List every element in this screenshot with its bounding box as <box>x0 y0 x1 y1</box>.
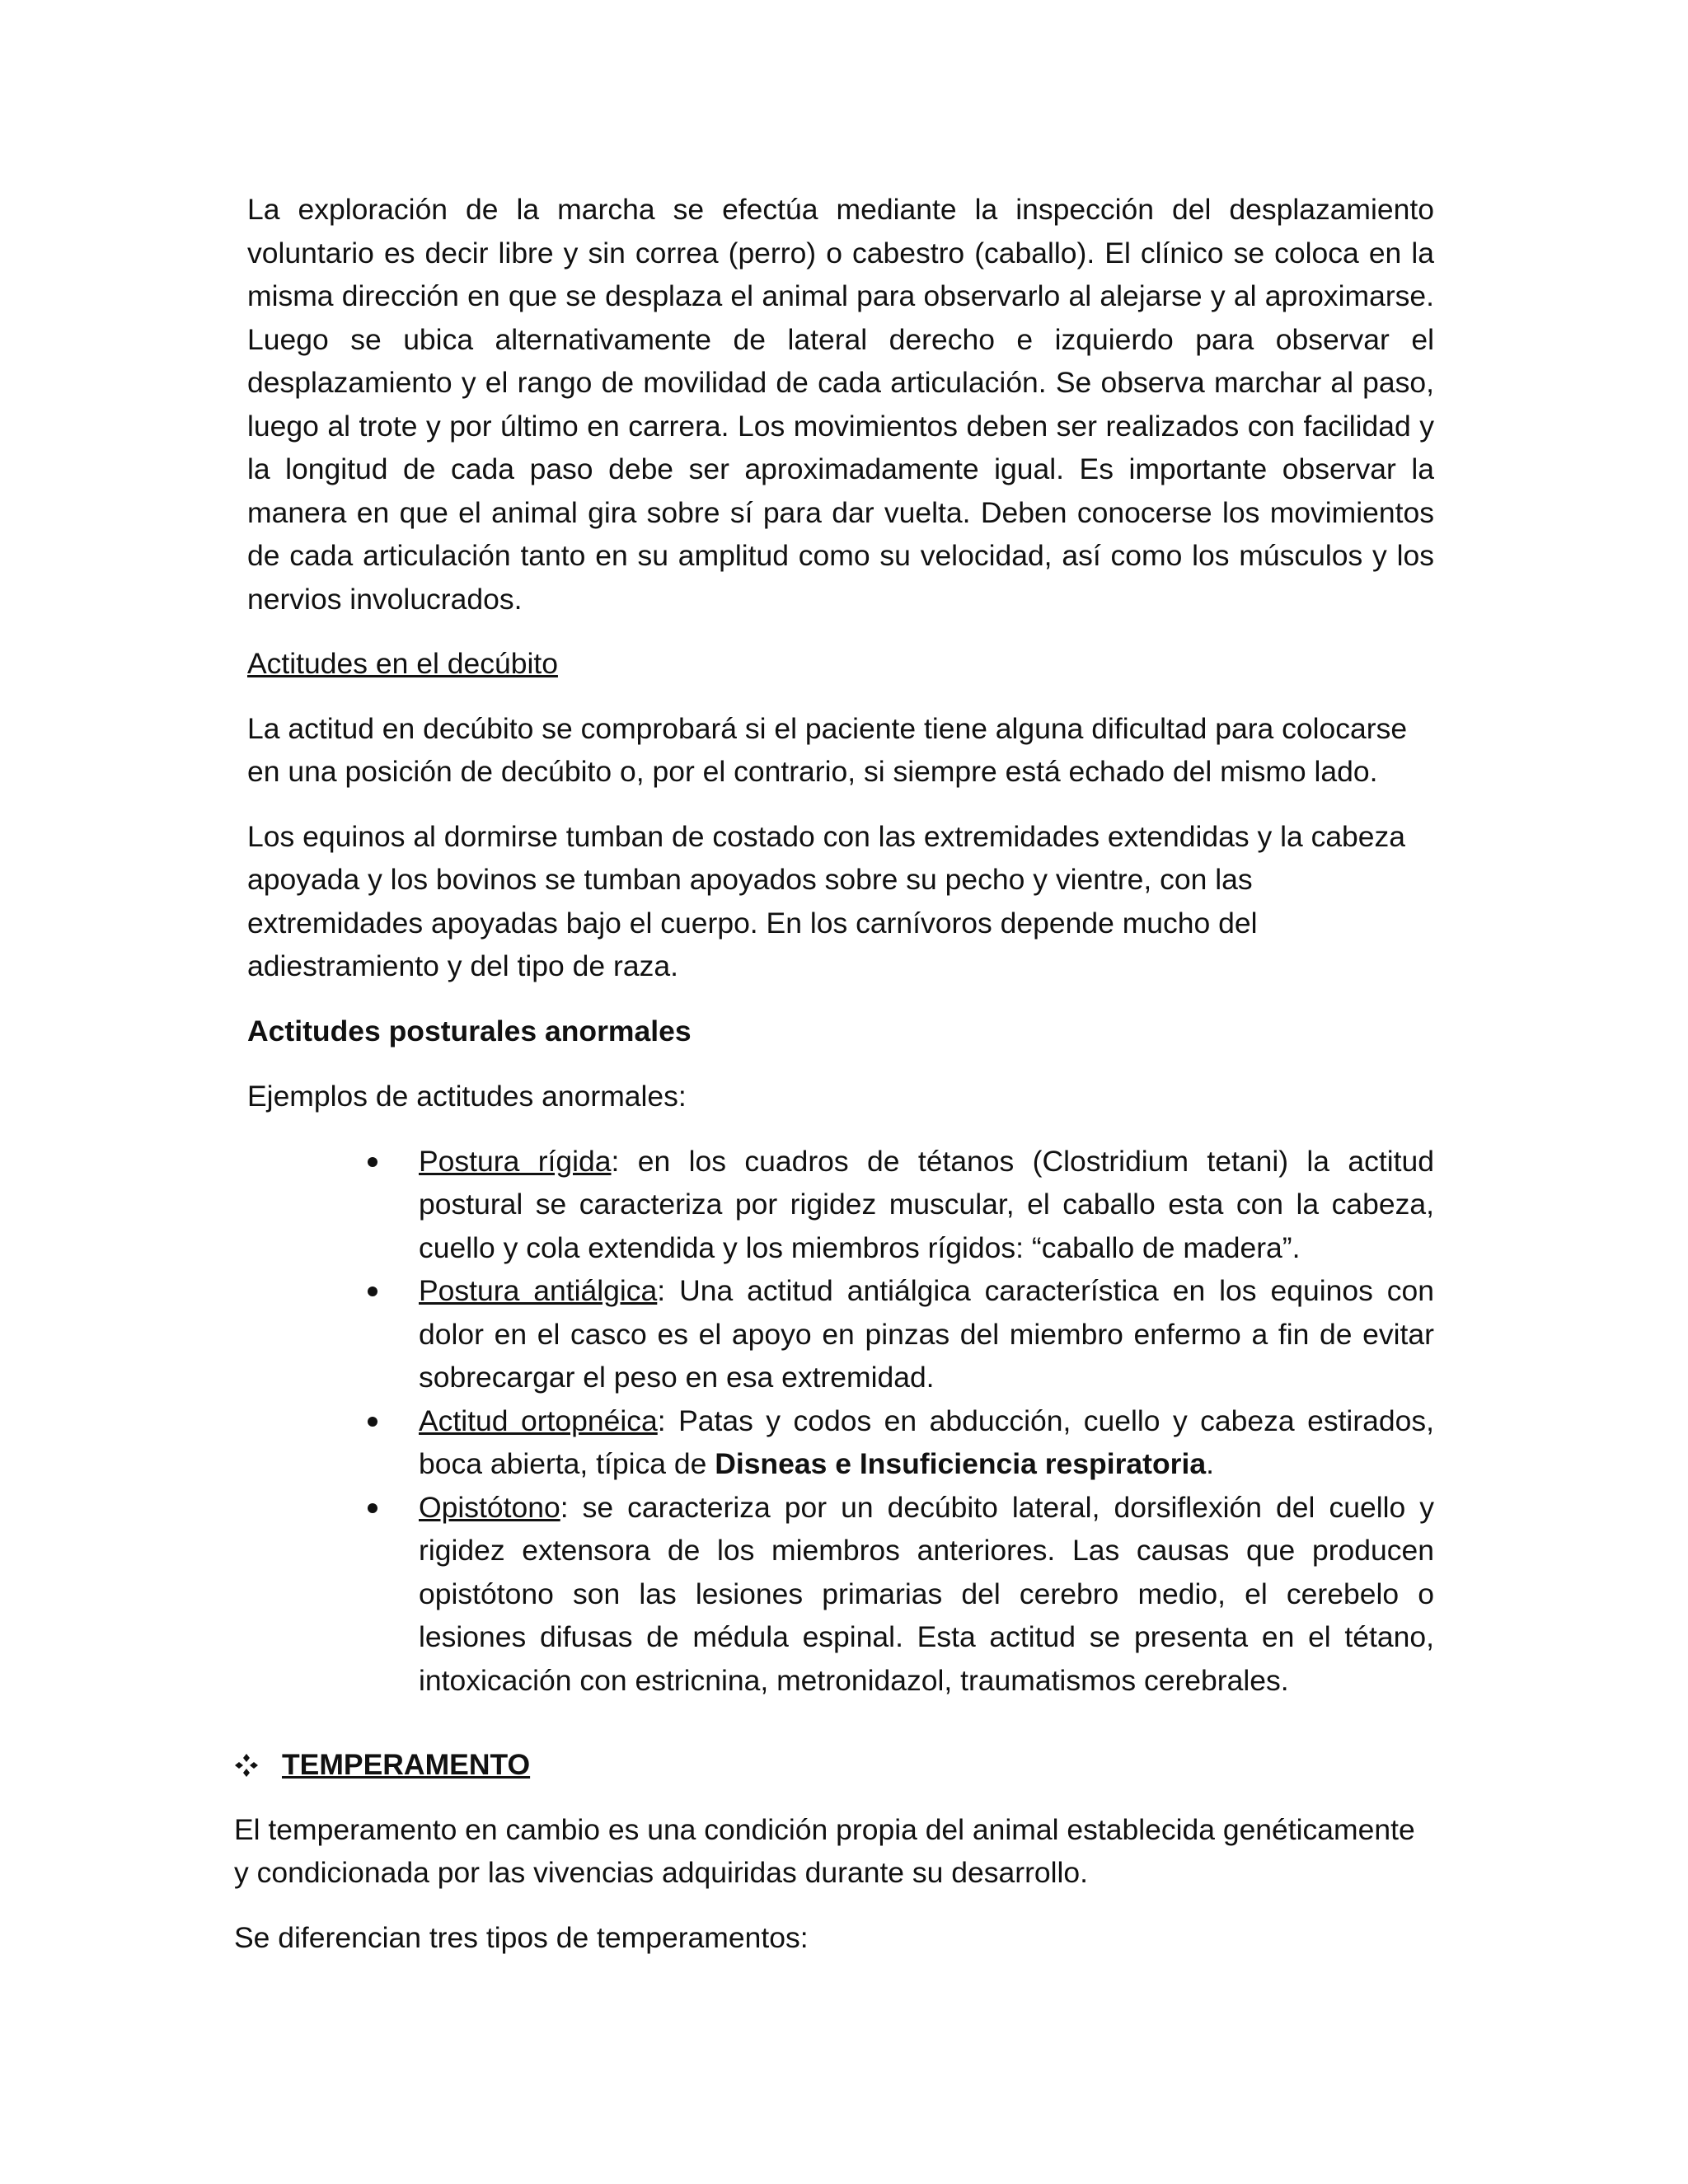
bullet-term: Actitud ortopnéica <box>419 1404 658 1437</box>
abnormal-postures-list <box>247 1140 1434 1703</box>
list-item <box>419 1399 1434 1486</box>
bullet-text: : Patas y codos en abducción, cuello y cabeza estirados, boca abierta, típica de <box>419 1404 1434 1480</box>
subheading-decubito: Actitudes en el decúbito <box>247 647 558 680</box>
bullet-text: : se caracteriza por un decúbito lateral, dorsiflexión del cuello y rigidez extensora de los miembros anteriores. Las causas que producen opistótono son las lesiones primarias del cerebro medio, el cerebelo o lesiones difusas de médula espinal. Esta actitud se presenta en el tétano, intoxicación con estricnina, metronidazol, traumatismos cerebrales. <box>419 1490 1434 1697</box>
bullet-bold-text: Disneas e Insuficiencia respiratoria <box>715 1447 1207 1480</box>
document-body <box>234 188 1435 1959</box>
section-temperamento <box>234 1743 1434 1787</box>
bullet-term: Postura antiálgica <box>419 1274 658 1307</box>
paragraph-marcha: La exploración de la marcha se efectúa mediante la inspección del desplazamiento voluntario es decir libre y sin correa (perro) o cabestro (caballo). El clínico se coloca en la misma dirección en que se desplaza el animal para observarlo al alejarse y al aproximarse. Luego se ubica alternativamente de lateral derecho e izquierdo para observar el desplazamiento y el rango de movilidad de cada articulación. Se observa marchar al paso, luego al trote y por último en carrera. Los movimientos deben ser realizados con facilidad y la longitud de cada paso debe ser aproximadamente igual. Es importante observar la manera en que el animal gira sobre sí para dar vuelta. Deben conocerse los movimientos de cada articulación tanto en su amplitud como su velocidad, así como los músculos y los nervios involucrados. <box>247 193 1434 616</box>
section-title: TEMPERAMENTO <box>282 1748 531 1781</box>
bullet-text-end: . <box>1206 1447 1214 1480</box>
bullet-icon <box>368 1503 377 1513</box>
bullet-text: : Una actitud antiálgica característica en los equinos con dolor en el casco es el apoyo en pinzas del miembro enfermo a fin de evitar sobrecargar el peso en esa extremidad. <box>419 1274 1435 1394</box>
list-item <box>419 1269 1434 1399</box>
paragraph-equinos: Los equinos al dormirse tumban de costado con las extremidades extendidas y la cabeza apoyada y los bovinos se tumban apoyados sobre su pecho y vientre, con las extremidades apoyadas bajo el cuerpo. En los carnívoros depende mucho del adiestramiento y del tipo de raza. <box>247 819 1406 982</box>
bullet-term: Opistótono <box>419 1490 560 1524</box>
bullet-icon <box>368 1286 377 1296</box>
bullet-term: Postura rígida <box>419 1144 612 1178</box>
intro-ejemplos: Ejemplos de actitudes anormales: <box>247 1080 687 1113</box>
paragraph-tipos: Se diferencian tres tipos de temperamentos: <box>234 1920 809 1954</box>
four-diamond-bullet-icon <box>234 1753 259 1778</box>
paragraph-temperamento: El temperamento en cambio es una condición propia del animal establecida genéticamente y condicionada por las vivencias adquiridas durante su desarrollo. <box>234 1812 1415 1889</box>
bullet-text: : en los cuadros de tétanos (Clostridium tetani) la actitud postural se caracteriza por rigidez muscular, el caballo esta con la cabeza, cuello y cola extendida y los miembros rígidos: “caballo de madera”. <box>419 1144 1434 1264</box>
heading-posturales: Actitudes posturales anormales <box>247 1014 692 1047</box>
bullet-icon <box>368 1157 377 1167</box>
list-item <box>419 1140 1434 1270</box>
list-item <box>419 1486 1434 1703</box>
paragraph-decubito: La actitud en decúbito se comprobará si el paciente tiene alguna dificultad para colocarse en una posición de decúbito o, por el contrario, si siempre está echado del mismo lado. <box>247 711 1408 788</box>
bullet-icon <box>368 1417 377 1427</box>
